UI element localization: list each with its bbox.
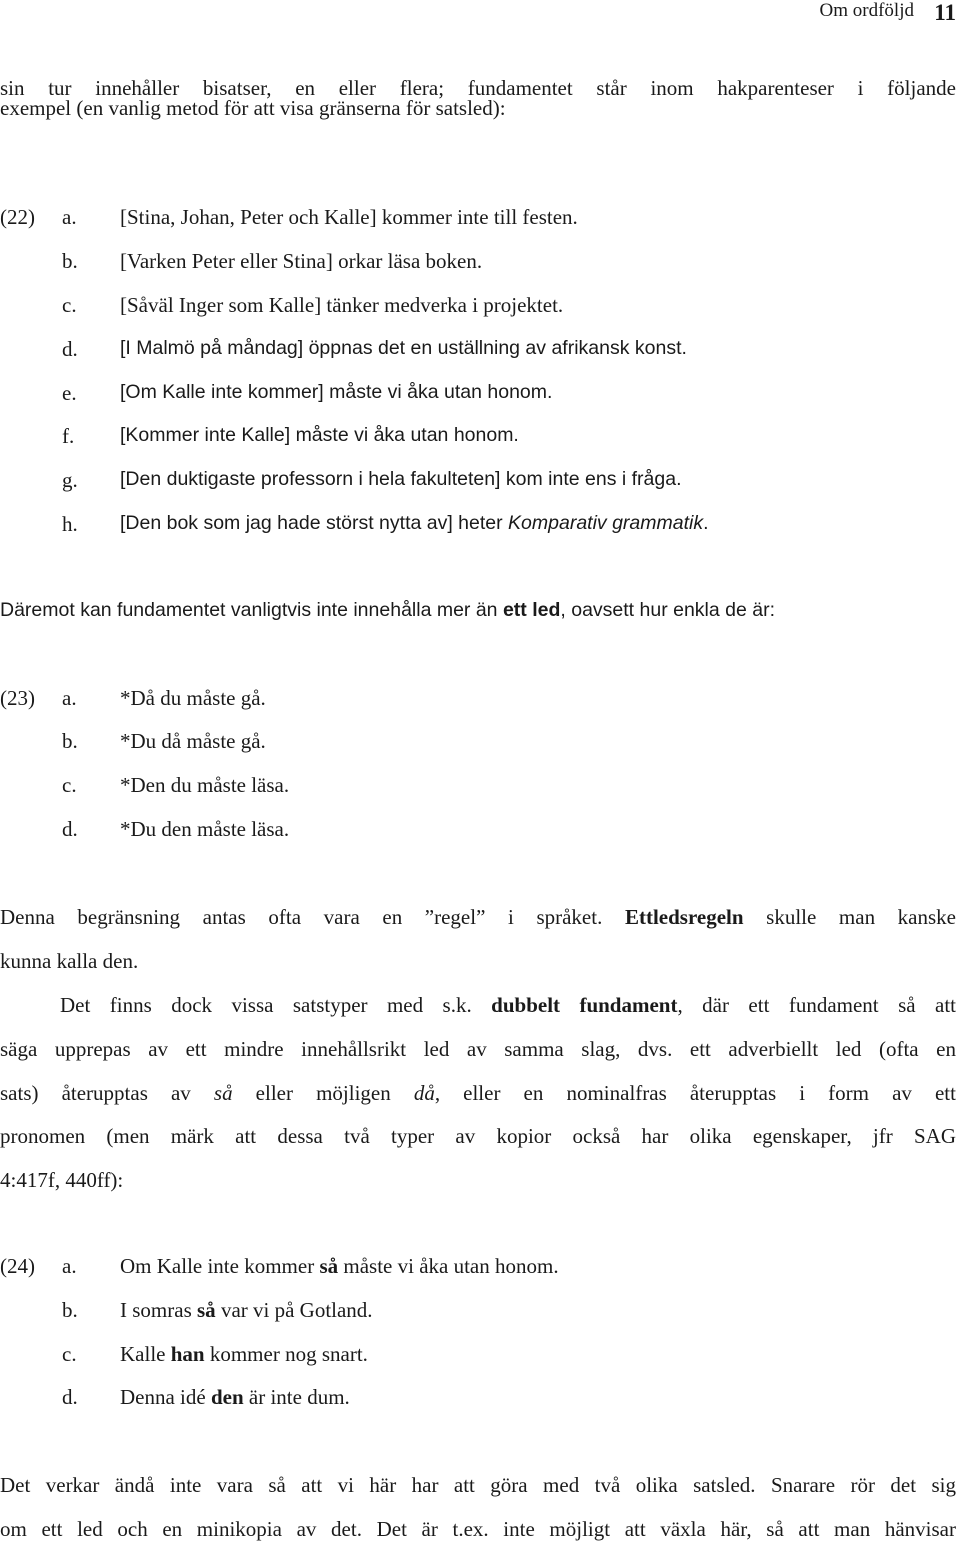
example-letter: b. — [62, 1298, 78, 1322]
paragraph-ettledsregeln-line-2: kunna kalla den. — [0, 949, 139, 973]
example-letter: a. — [62, 1254, 77, 1278]
example-row — [0, 817, 960, 847]
example-row — [0, 337, 960, 367]
example-letter: c. — [62, 773, 77, 797]
bold-term: Ettledsregeln — [624, 905, 744, 929]
example-row — [0, 205, 960, 235]
example-letter: b. — [62, 249, 78, 273]
example-letter: d. — [62, 337, 78, 361]
example-text: [Om Kalle inte kommer] måste vi åka utan honom. — [120, 381, 553, 403]
paragraph-line: säga upprepas av ett mindre innehållsrikt led av samma slag, dvs. ett adverbiellt led (ofta en — [0, 1037, 956, 1061]
intro-line-2: exempel (en vanlig metod för att visa gränserna för satsled): — [0, 96, 506, 120]
example-letter: g. — [62, 468, 78, 492]
paragraph-ettledsregeln-line-1: Denna begränsning antas ofta vara en ”regel” i språket. Ettledsregeln skulle man kanske — [0, 905, 956, 929]
example-letter: d. — [62, 1385, 78, 1409]
example-text: *Då du måste gå. — [120, 686, 266, 710]
example-letter: a. — [62, 205, 77, 229]
paragraph-line: 4:417f, 440ff): — [0, 1168, 124, 1192]
example-row — [0, 729, 960, 759]
example-text: [Kommer inte Kalle] måste vi åka utan honom. — [120, 424, 519, 446]
example-text: Denna idé den är inte dum. — [120, 1385, 350, 1409]
example-letter: d. — [62, 817, 78, 841]
example-letter: c. — [62, 293, 77, 317]
example-row — [0, 686, 960, 716]
example-text: *Du den måste läsa. — [120, 817, 290, 841]
example-text: [Stina, Johan, Peter och Kalle] kommer inte till festen. — [120, 205, 578, 229]
example-row — [0, 381, 960, 411]
book-title: Komparativ grammatik — [508, 512, 704, 534]
example-letter: f. — [62, 424, 75, 448]
example-row — [0, 468, 960, 498]
example-text: Kalle han kommer nog snart. — [120, 1342, 368, 1366]
bold-term: ett led — [502, 599, 561, 621]
example-row — [0, 1342, 960, 1372]
example-text: [Varken Peter eller Stina] orkar läsa boken. — [120, 249, 483, 273]
paragraph-fundament: Däremot kan fundamentet vanligtvis inte innehålla mer än ett led, oavsett hur enkla de är: — [0, 599, 776, 621]
example-row — [0, 293, 960, 323]
example-row — [0, 1254, 960, 1284]
example-number: (24) — [0, 1254, 35, 1278]
running-title: Om ordföljd — [819, 0, 914, 21]
example-row — [0, 773, 960, 803]
example-number: (23) — [0, 686, 35, 710]
example-text: [Såväl Inger som Kalle] tänker medverka i projektet. — [120, 293, 564, 317]
example-letter: c. — [62, 1342, 77, 1366]
example-number: (22) — [0, 205, 35, 229]
paragraph-final-line-2: om ett led och en minikopia av det. Det är t.ex. inte möjligt att växla här, så att man hänvisar — [0, 1517, 956, 1541]
bold-term: dubbelt fundament — [491, 993, 678, 1017]
example-letter: a. — [62, 686, 77, 710]
example-text: [I Malmö på måndag] öppnas det en uställning av afrikansk konst. — [120, 337, 687, 359]
example-text: *Den du måste läsa. — [120, 773, 290, 797]
example-text: [Den bok som jag hade störst nytta av] heter Komparativ grammatik. — [120, 512, 709, 534]
example-text: *Du då måste gå. — [120, 729, 266, 753]
example-letter: e. — [62, 381, 77, 405]
example-text: [Den duktigaste professorn i hela fakulteten] kom inte ens i fråga. — [120, 468, 682, 490]
paragraph-line: sats) återupptas av så eller möjligen då, eller en nominalfras återupptas i form av ett — [0, 1081, 956, 1105]
example-letter: h. — [62, 512, 78, 536]
example-letter: b. — [62, 729, 78, 753]
example-text: Om Kalle inte kommer så måste vi åka utan honom. — [120, 1254, 559, 1278]
paragraph-final-line-1: Det verkar ändå inte vara så att vi här har att göra med två olika satsled. Snarare rör det sig — [0, 1473, 956, 1497]
example-row — [0, 1298, 960, 1328]
example-row — [0, 1385, 960, 1415]
example-text: I somras så var vi på Gotland. — [120, 1298, 373, 1322]
example-row — [0, 512, 960, 542]
intro-line-1: sin tur innehåller bisatser, en eller flera; fundamentet står inom hakparenteser i följande — [0, 76, 956, 100]
paragraph-line: pronomen (men märk att dessa två typer av kopior också har olika egenskaper, jfr SAG — [0, 1124, 956, 1148]
example-row — [0, 424, 960, 454]
example-row — [0, 249, 960, 279]
paragraph-line: Det finns dock vissa satstyper med s.k. dubbelt fundament, där ett fundament så att — [60, 993, 956, 1017]
page-number: 11 — [934, 0, 956, 25]
